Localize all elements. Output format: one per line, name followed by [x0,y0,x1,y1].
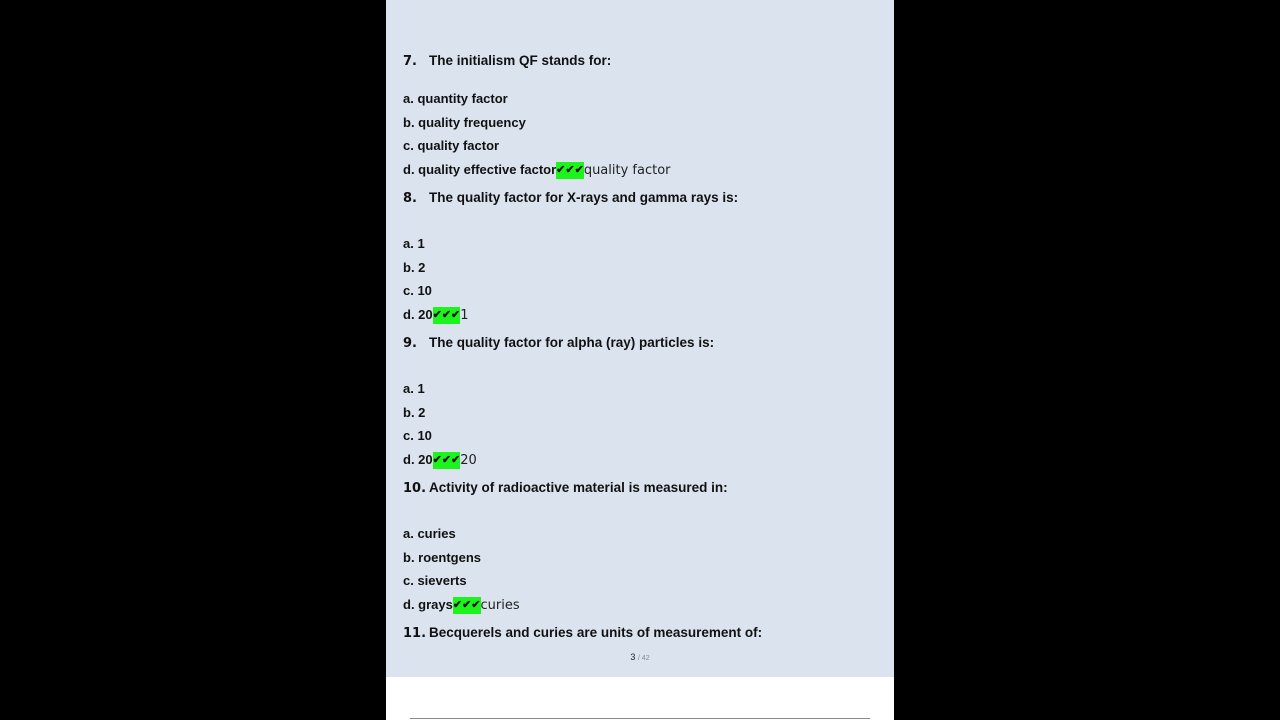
option-8d: d. 20✔✔✔1 [403,307,469,323]
correct-check-icon: ✔✔✔ [453,597,481,614]
correct-check-icon: ✔✔✔ [556,162,584,179]
option-7d: d. quality effective factor✔✔✔quality factor [403,162,671,178]
option-10a: a. curies [403,526,456,541]
option-9b: b. 2 [403,405,426,420]
question-9: 9. The quality factor for alpha (ray) particles is: [403,335,715,351]
next-page [386,677,894,720]
answer-text: quality factor [583,163,671,178]
option-10b: b. roentgens [403,550,482,565]
option-8a: a. 1 [403,236,425,251]
correct-check-icon: ✔✔✔ [433,307,461,324]
page-indicator: 3 / 42 [630,652,650,662]
option-9d: d. 20✔✔✔20 [403,452,477,468]
divider [410,718,870,719]
question-11: 11. Becquerels and curies are units of measurement of: [403,625,763,641]
question-8: 8. The quality factor for X-rays and gamma rays is: [403,190,739,206]
document-page [386,0,894,677]
answer-text: 1 [460,308,469,323]
option-9c: c. 10 [403,428,432,443]
question-10: 10. Activity of radioactive material is measured in: [403,480,728,496]
option-7c: c. quality factor [403,138,500,153]
option-10d: d. grays✔✔✔curies [403,597,520,613]
answer-text: 20 [460,453,477,468]
option-9a: a. 1 [403,381,425,396]
option-10c: c. sieverts [403,573,467,588]
correct-check-icon: ✔✔✔ [433,452,461,469]
option-8c: c. 10 [403,283,432,298]
question-7: 7. The initialism QF stands for: [403,53,612,69]
option-7b: b. quality frequency [403,115,526,130]
answer-text: curies [480,598,520,613]
option-7a: a. quantity factor [403,91,508,106]
option-8b: b. 2 [403,260,426,275]
